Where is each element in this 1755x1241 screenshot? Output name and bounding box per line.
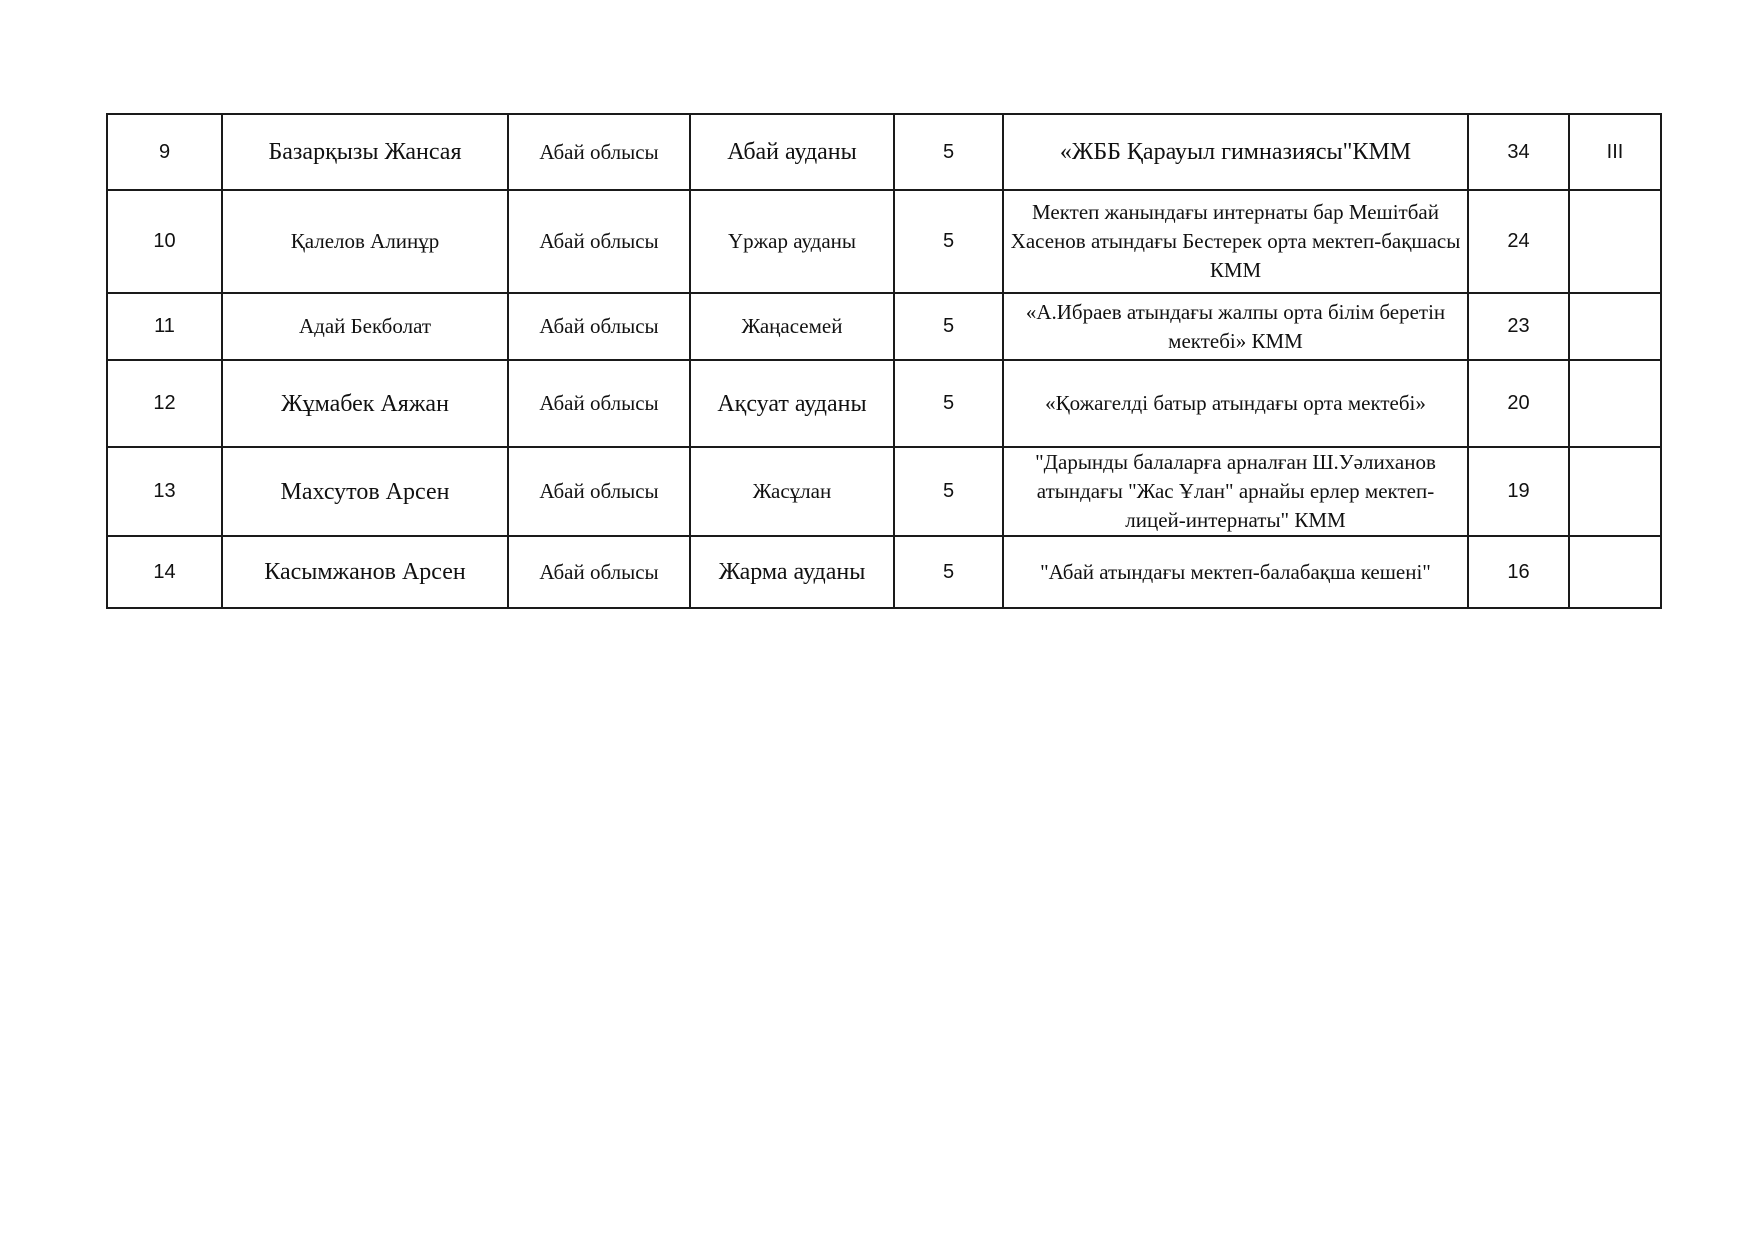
place-cell (1569, 293, 1661, 360)
table-row (107, 114, 1661, 190)
district-cell: Үржар ауданы (690, 190, 894, 293)
district-cell: Ақсуат ауданы (690, 360, 894, 447)
table-row (107, 190, 1661, 293)
participant-name-cell: Касымжанов Арсен (222, 536, 508, 608)
grade-cell: 5 (894, 360, 1003, 447)
score-cell: 34 (1468, 114, 1569, 190)
row-number-cell: 14 (107, 536, 222, 608)
place-cell (1569, 360, 1661, 447)
grade-cell: 5 (894, 536, 1003, 608)
grade-cell: 5 (894, 114, 1003, 190)
region-cell: Абай облысы (508, 114, 690, 190)
region-cell: Абай облысы (508, 190, 690, 293)
district-cell: Жаңасемей (690, 293, 894, 360)
region-cell: Абай облысы (508, 447, 690, 536)
grade-cell: 5 (894, 293, 1003, 360)
region-cell: Абай облысы (508, 360, 690, 447)
participant-name-cell: Адай Бекболат (222, 293, 508, 360)
table-row (107, 360, 1661, 447)
place-cell: III (1569, 114, 1661, 190)
participant-name-cell: Қалелов Алинұр (222, 190, 508, 293)
school-cell: «Қожагелді батыр атындағы орта мектебі» (1003, 360, 1468, 447)
region-cell: Абай облысы (508, 536, 690, 608)
school-cell: Мектеп жанындағы интернаты бар Мешітбай Хасенов атындағы Бестерек орта мектеп-бақшасы КММ (1003, 190, 1468, 293)
place-cell (1569, 447, 1661, 536)
region-cell: Абай облысы (508, 293, 690, 360)
row-number-cell: 11 (107, 293, 222, 360)
table-row (107, 536, 1661, 608)
place-cell (1569, 536, 1661, 608)
school-cell: «ЖББ Қарауыл гимназиясы"КММ (1003, 114, 1468, 190)
grade-cell: 5 (894, 447, 1003, 536)
district-cell: Жасұлан (690, 447, 894, 536)
school-cell: "Дарынды балаларға арналған Ш.Уәлиханов атындағы "Жас Ұлан" арнайы ерлер мектеп-лицей-интернаты" КММ (1003, 447, 1468, 536)
table-row (107, 447, 1661, 536)
place-cell (1569, 190, 1661, 293)
results-table (106, 113, 1662, 609)
district-cell: Абай ауданы (690, 114, 894, 190)
score-cell: 19 (1468, 447, 1569, 536)
grade-cell: 5 (894, 190, 1003, 293)
row-number-cell: 10 (107, 190, 222, 293)
participant-name-cell: Базарқызы Жансая (222, 114, 508, 190)
score-cell: 20 (1468, 360, 1569, 447)
row-number-cell: 9 (107, 114, 222, 190)
row-number-cell: 13 (107, 447, 222, 536)
score-cell: 16 (1468, 536, 1569, 608)
participant-name-cell: Махсутов Арсен (222, 447, 508, 536)
participant-name-cell: Жұмабек Аяжан (222, 360, 508, 447)
school-cell: "Абай атындағы мектеп-балабақша кешені" (1003, 536, 1468, 608)
score-cell: 24 (1468, 190, 1569, 293)
school-cell: «А.Ибраев атындағы жалпы орта білім беретін мектебі» КММ (1003, 293, 1468, 360)
score-cell: 23 (1468, 293, 1569, 360)
row-number-cell: 12 (107, 360, 222, 447)
table-row (107, 293, 1661, 360)
district-cell: Жарма ауданы (690, 536, 894, 608)
